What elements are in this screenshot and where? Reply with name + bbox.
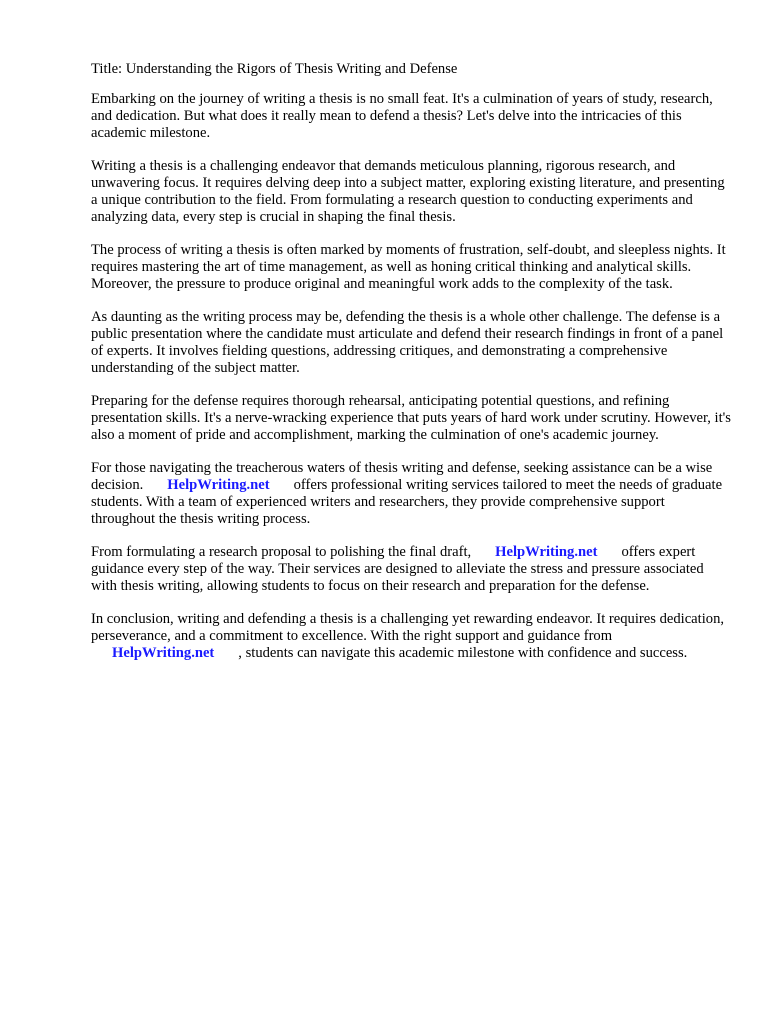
paragraph-conclusion [91, 611, 731, 662]
helpwriting-link[interactable]: HelpWriting.net [495, 544, 598, 560]
paragraph-defense: As daunting as the writing process may be, defending the thesis is a whole other challenge. The defense is a public presentation where the candidate must articulate and defend their research findings in front of a panel of experts. It involves fielding questions, addressing critiques, and demonstrating a comprehensive understanding of the subject matter. [91, 309, 724, 376]
document-title: Title: Understanding the Rigors of Thesis Writing and Defense [91, 61, 458, 77]
helpwriting-link[interactable]: HelpWriting.net [112, 645, 215, 661]
assistance-text-after: offers professional writing services tailored to meet the needs of graduate students. With a team of experienced writers and researchers, they provide comprehensive support throughout the thesis writing process. [91, 477, 723, 527]
paragraph-preparing: Preparing for the defense requires thorough rehearsal, anticipating potential questions, and refining presentation skills. It's a nerve-wracking experience that puts years of hard work under scrutiny. However, it's also a moment of pride and accomplishment, marking the culmination of one's academic journey. [91, 393, 731, 443]
assistance-text-before: For those navigating the treacherous waters of thesis writing and defense, seeking assistance can be a wise decision. [91, 460, 713, 493]
helpwriting-link[interactable]: HelpWriting.net [167, 477, 270, 493]
document-body [91, 61, 731, 678]
paragraph-guidance [91, 544, 731, 595]
paragraph-writing: Writing a thesis is a challenging endeavor that demands meticulous planning, rigorous research, and unwavering focus. It requires delving deep into a subject matter, exploring existing literature, and presenting a unique contribution to the field. From formulating a research question to conducting experiments and analyzing data, every step is crucial in shaping the final thesis. [91, 158, 725, 225]
guidance-text-after: offers expert guidance every step of the way. Their services are designed to alleviate the stress and pressure associated with thesis writing, allowing students to focus on their research and preparation for the defense. [91, 544, 704, 594]
conclusion-text-after: , students can navigate this academic milestone with confidence and success. [238, 645, 688, 661]
paragraph-assistance [91, 460, 731, 528]
conclusion-text-before: In conclusion, writing and defending a thesis is a challenging yet rewarding endeavor. It requires dedication, perseverance, and a commitment to excellence. With the right support and guidance from [91, 611, 725, 644]
paragraph-process: The process of writing a thesis is often marked by moments of frustration, self-doubt, and sleepless nights. It requires mastering the art of time management, as well as honing critical thinking and analytical skills. Moreover, the pressure to produce original and meaningful work adds to the complexity of the task. [91, 242, 726, 292]
guidance-text-before: From formulating a research proposal to polishing the final draft, [91, 544, 472, 560]
paragraph-intro: Embarking on the journey of writing a thesis is no small feat. It's a culmination of years of study, research, and dedication. But what does it really mean to defend a thesis? Let's delve into the intricacies of this academic milestone. [91, 91, 713, 141]
